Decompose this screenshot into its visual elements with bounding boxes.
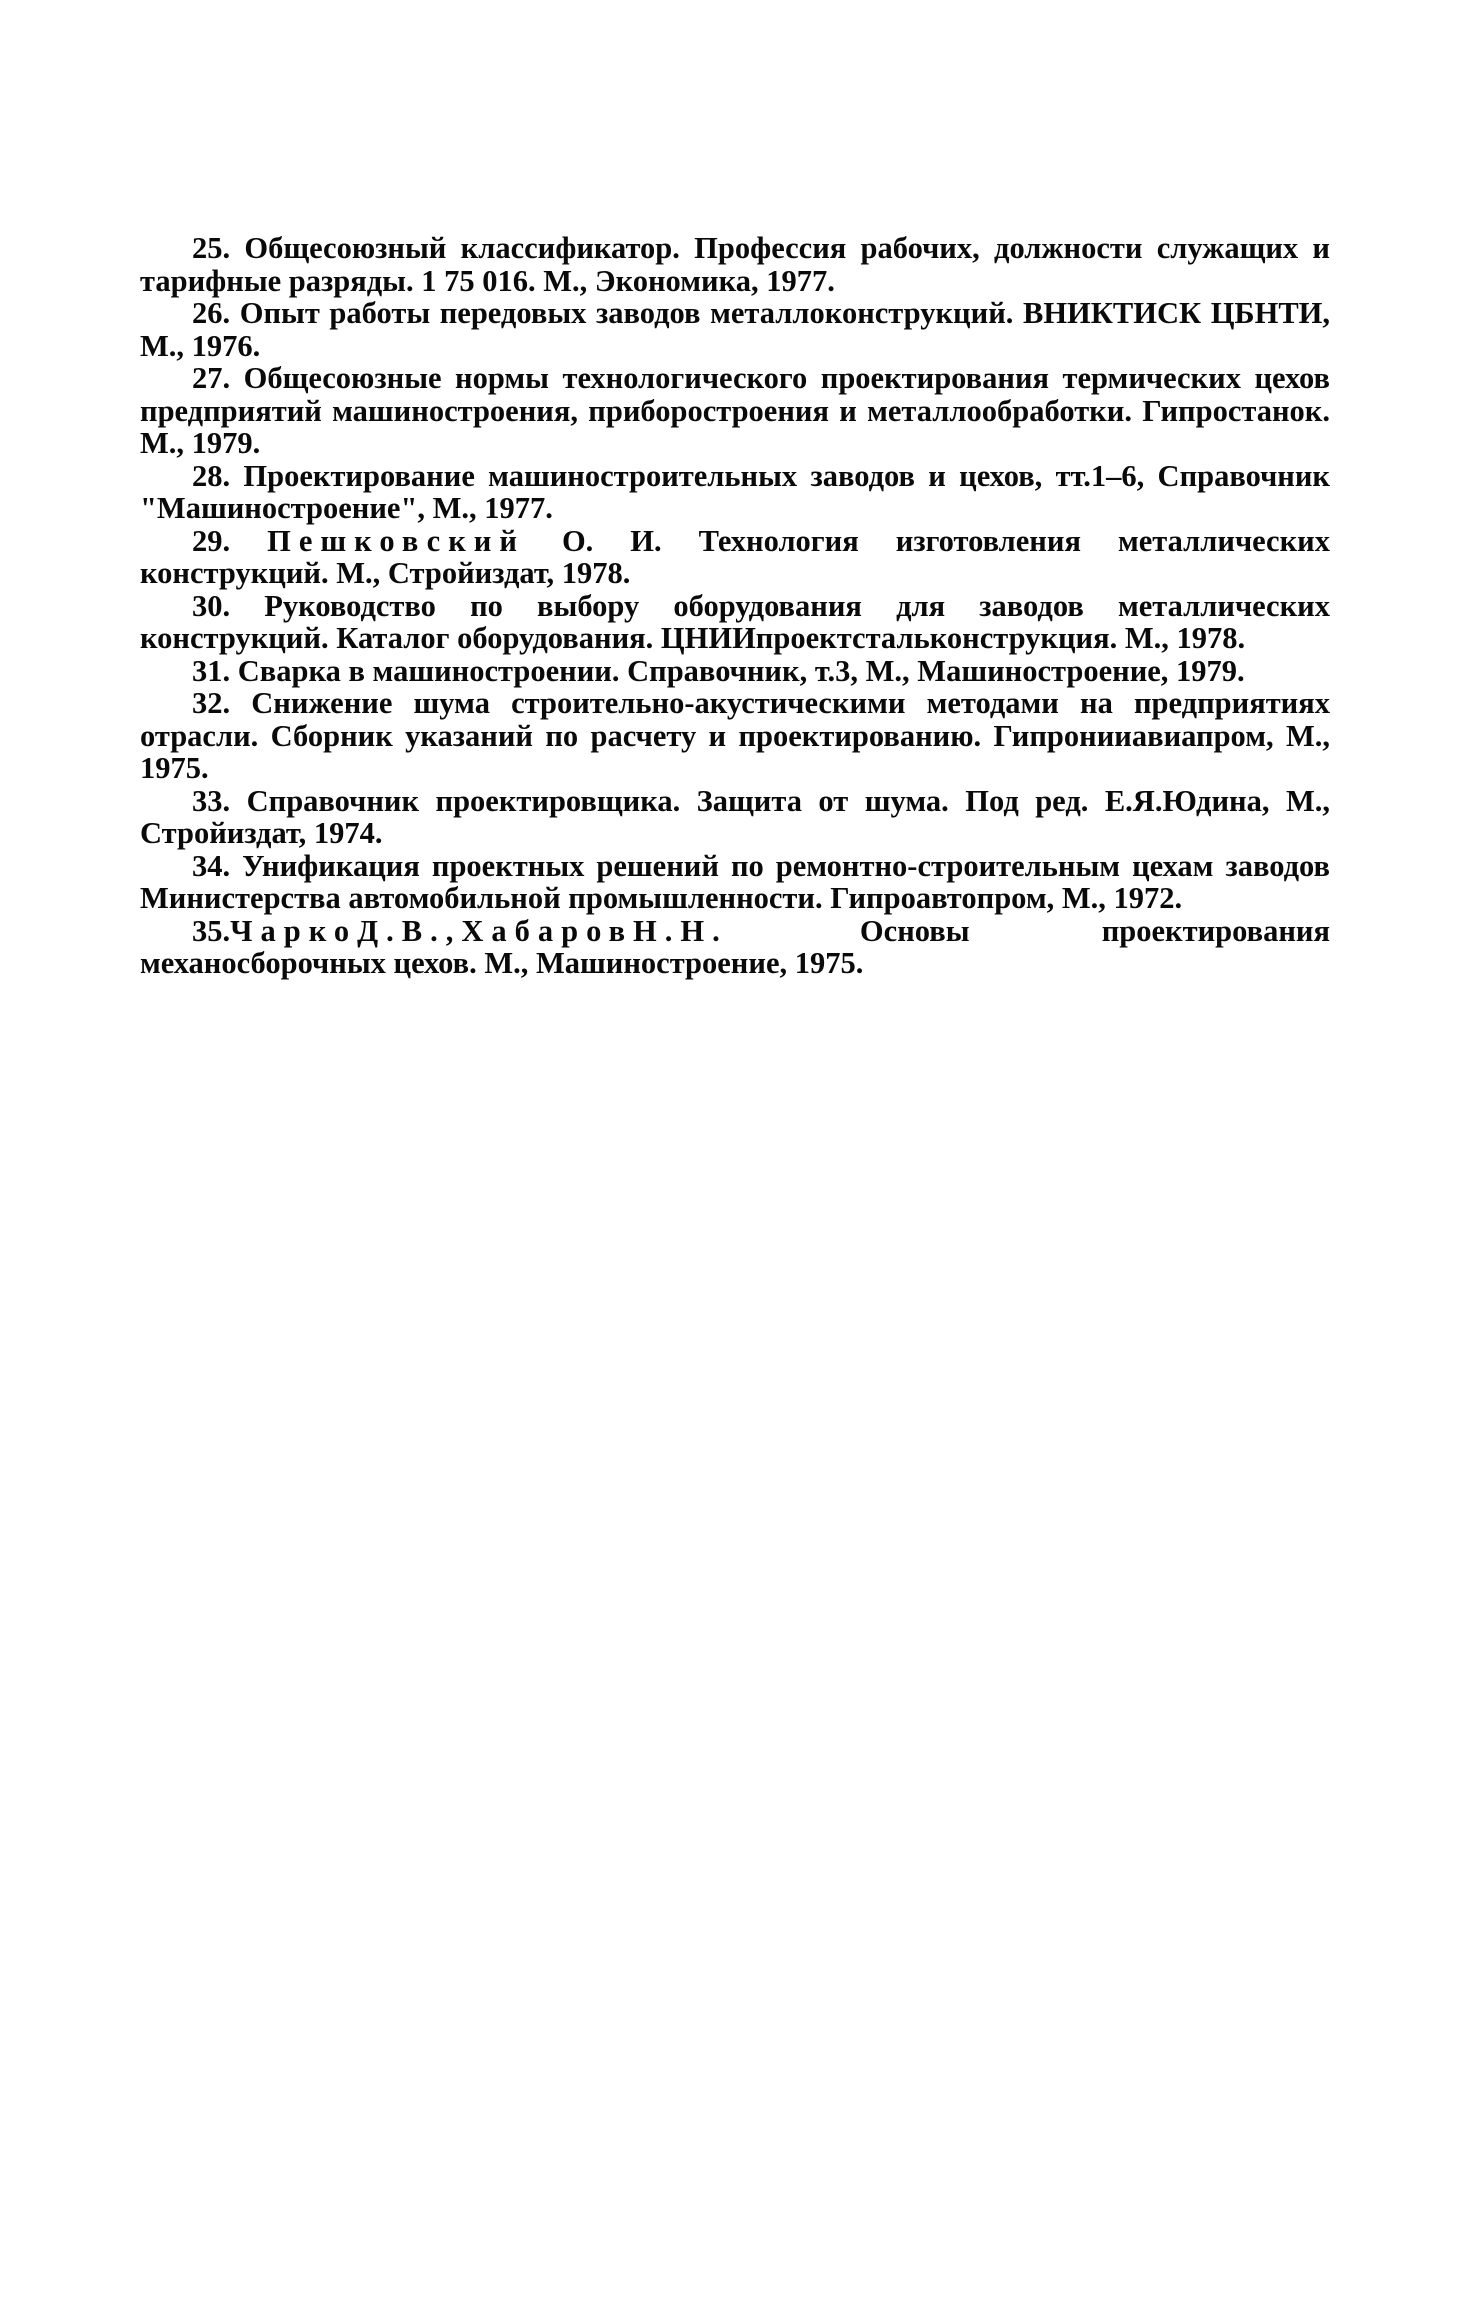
reference-text: Опыт работы передовых заводов металлоконструкций. ВНИКТИСК ЦБНТИ, М., 1976. xyxy=(140,296,1331,363)
reference-item-26 xyxy=(140,297,1330,362)
reference-text: Снижение шума строительно-акустическими методами на предприятиях отрасли. Сборник указаний по расчету и проектированию. Гипронииавиапром, М., 1975. xyxy=(140,686,1331,785)
reference-number: 27. xyxy=(192,361,231,395)
reference-number: 28. xyxy=(192,458,231,493)
reference-author: ЧаркоД.В.,ХабаровН.Н. xyxy=(230,913,728,948)
reference-text: Унификация проектных решений по ремонтно-строительным цехам заводов Министерства автомобильной промышленности. Гипроавтопром, М., 1972. xyxy=(140,848,1331,915)
reference-item-29 xyxy=(140,525,1330,590)
reference-text: Основы проектирования механосборочных цехов. М., Машиностроение, 1975. xyxy=(140,913,1330,980)
reference-number: 34. xyxy=(192,848,231,883)
reference-item-27 xyxy=(140,362,1330,460)
reference-item-33 xyxy=(140,785,1330,850)
reference-text: Общесоюзные нормы технологического проектирования термических цехов предприятий машиностроения, приборостроения и металлообработки. Гипростанок. М., 1979. xyxy=(140,361,1330,460)
reference-item-28 xyxy=(140,460,1330,525)
reference-number: 33. xyxy=(192,783,231,818)
reference-text: Справочник проектировщика. Защита от шума. Под ред. Е.Я.Юдина, М., Стройиздат, 1974. xyxy=(140,783,1330,850)
reference-text: Руководство по выбору оборудования для заводов металлических конструкций. Каталог оборудования. ЦНИИпроектстальконструкция. М., 1978. xyxy=(140,588,1330,655)
reference-number: 31. xyxy=(192,653,231,688)
reference-number: 25. xyxy=(192,231,231,265)
reference-list xyxy=(140,232,1330,980)
reference-text: Общесоюзный классификатор. Профессия рабочих, должности служащих и тарифные разряды. 1 75 016. М., Экономика, 1977. xyxy=(140,231,1331,298)
reference-item-31 xyxy=(140,655,1330,688)
reference-text: О. И. Технология изготовления металлических конструкций. М., Стройиздат, 1978. xyxy=(140,523,1330,590)
reference-number: 30. xyxy=(192,588,231,623)
reference-item-25 xyxy=(140,232,1330,297)
reference-item-32 xyxy=(140,687,1330,785)
reference-item-34 xyxy=(140,850,1330,915)
reference-number: 35. xyxy=(192,913,231,948)
reference-item-30 xyxy=(140,590,1330,655)
reference-text: Сварка в машиностроении. Справочник, т.3, М., Машиностроение, 1979. xyxy=(237,653,1245,688)
reference-number: 32. xyxy=(192,686,231,720)
reference-number: 26. xyxy=(192,296,231,330)
reference-number: 29. xyxy=(192,523,231,558)
reference-author: Пешковский xyxy=(267,523,525,558)
reference-item-35 xyxy=(140,915,1330,980)
reference-text: Проектирование машиностроительных заводов и цехов, тт.1–6, Справочник "Машиностроение", М., 1977. xyxy=(140,458,1330,525)
